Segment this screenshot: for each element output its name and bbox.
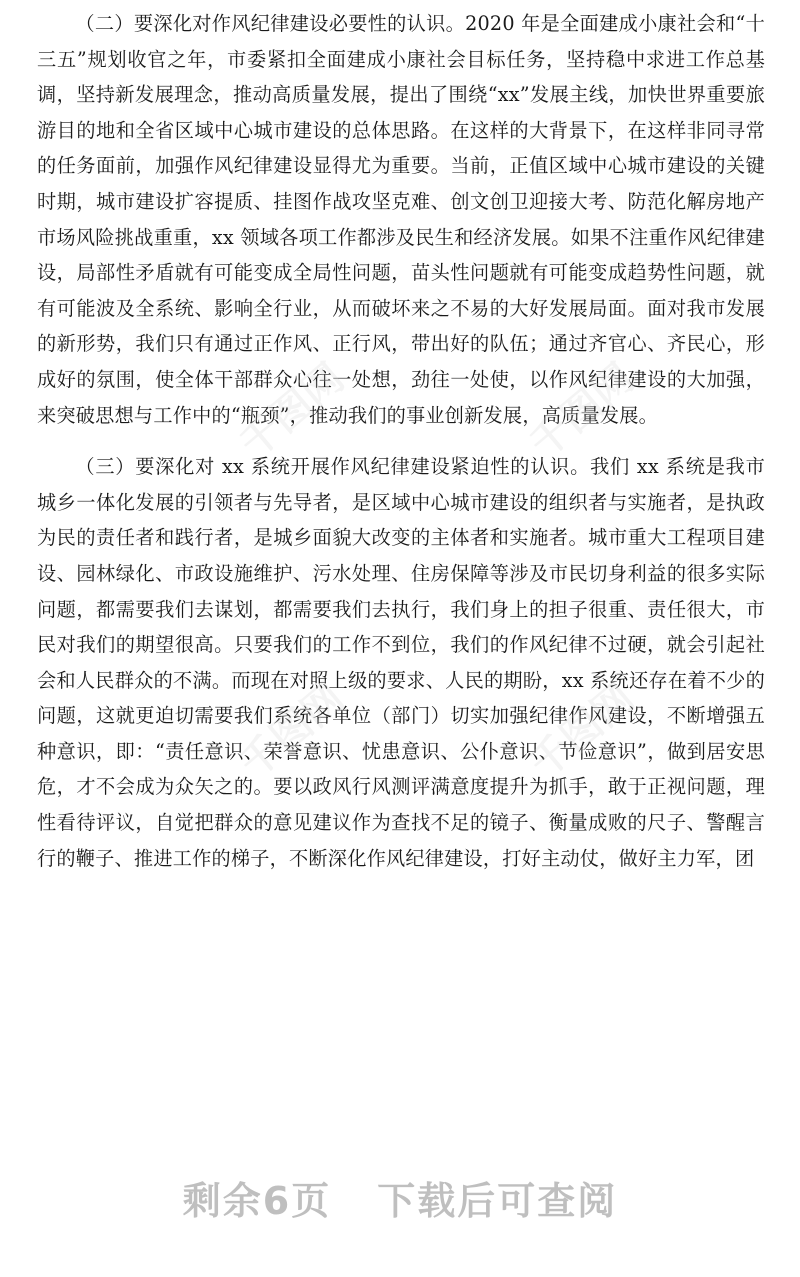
watermark: 千图网 [521,674,643,788]
download-more-banner[interactable] [0,1170,800,1225]
download-hint-label: 下载后可查阅 [377,1179,618,1223]
watermark: 千图网 [231,354,353,468]
watermark: 千图网 [231,674,353,788]
remaining-pages-label: 剩余6页 [182,1179,332,1223]
paragraph-section-three: （三）要深化对 xx 系统开展作风纪律建设紧迫性的认识。我们 xx 系统是我市城乡一体化发展的引领者与先导者，是区域中心城市建设的组织者与实施者，是执政为民的责任者和践行者，是城乡面貌大改变的主体者和实施者。城市重大工程项目建设、园林绿化、市政设施维护、污水处理、住房保障等涉及市民切身利益的很多实际问题，都需要我们去谋划，都需要我们去执行，我们身上的担子很重、责任很大，市民对我们的期望很高。只要我们的工作不到位，我们的作风纪律不过硬，就会引起社会和人民群众的不满。而现在对照上级的要求、人民的期盼，xx 系统还存在着不少的问题，这就更迫切需要我们系统各单位（部门）切实加强纪律作风建设，不断增强五种意识，即：“责任意识、荣誉意识、忧患意识、公仆意识、节俭意识”，做到居安思危，才不会成为众矢之的。要以政风行风测评满意度提升为抓手，敢于正视问题，理性看待评议，自觉把群众的意见建议作为查找不足的镜子、衡量成败的尺子、警醒言行的鞭子、推进工作的梯子，不断深化作风纪律建设，打好主动仗，做好主力军，团 [37,455,765,870]
watermark: 千图网 [521,354,643,468]
paragraph-section-two: （二）要深化对作风纪律建设必要性的认识。2020 年是全面建成小康社会和“十三五”规划收官之年，市委紧扣全面建成小康社会目标任务，坚持稳中求进工作总基调，坚持新发展理念，推动高质量发展，提出了围绕“xx”发展主线，加快世界重要旅游目的地和全省区域中心城市建设的总体思路。在这样的大背景下，在这样非同寻常的任务面前，加强作风纪律建设显得尤为重要。当前，正值区域中心城市建设的关键时期，城市建设扩容提质、挂图作战攻坚克难、创文创卫迎接大考、防范化解房地产市场风险挑战重重，xx 领域各项工作都涉及民生和经济发展。如果不注重作风纪律建设，局部性矛盾就有可能变成全局性问题，苗头性问题就有可能变成趋势性问题，就有可能波及全系统、影响全行业，从而破坏来之不易的大好发展局面。面对我市发展的新形势，我们只有通过正作风、正行风，带出好的队伍；通过齐官心、齐民心，形成好的氛围，使全体干部群众心往一处想，劲往一处使，以作风纪律建设的大加强，来突破思想与工作中的“瓶颈”，推动我们的事业创新发展，高质量发展。 [37,12,765,427]
document-body [37,6,765,876]
